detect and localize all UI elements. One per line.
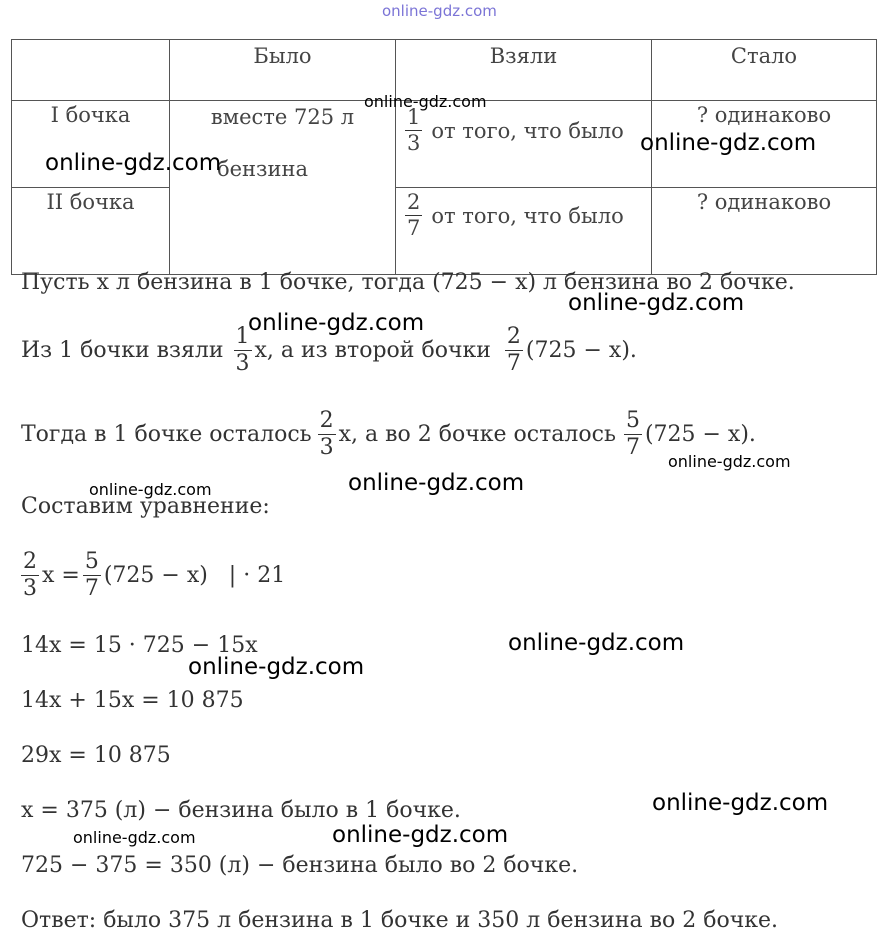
answer-line: Ответ: было 375 л бензина в 1 бочке и 350 л бензина во 2 бочке. — [21, 908, 779, 933]
watermark: online-gdz.com — [73, 828, 196, 847]
row-label-1: I бочка — [12, 101, 170, 188]
vzyali-cell-1 — [396, 101, 652, 188]
watermark: online-gdz.com — [348, 470, 525, 496]
bylo-line-2: бензина — [216, 157, 309, 181]
equation-5: x = 375 (л) − бензина было в 1 бочке. — [21, 798, 461, 823]
watermark: online-gdz.com — [568, 290, 745, 316]
watermark: online-gdz.com — [89, 480, 212, 499]
solution-line-1: Пусть x л бензина в 1 бочке, тогда (725 − x) л бензина во 2 бочке. — [21, 270, 795, 295]
solution-line-4: Составим уравнение: — [21, 494, 270, 519]
watermark: online-gdz.com — [668, 452, 791, 471]
bylo-line-1: вместе 725 л — [210, 105, 355, 129]
table-row — [12, 188, 877, 275]
watermark: online-gdz.com — [508, 630, 685, 656]
equation-3: 14x + 15x = 10 875 — [21, 688, 244, 713]
stalo-cell-1: ? одинаково — [652, 101, 877, 188]
watermark: online-gdz.com — [652, 790, 829, 816]
vzyali-text-2: от того, что было — [431, 203, 624, 228]
equation-6: 725 − 375 = 350 (л) − бензина было во 2 бочке. — [21, 853, 579, 878]
header-empty — [12, 40, 170, 101]
watermark: online-gdz.com — [364, 92, 487, 111]
row-label-2: II бочка — [12, 188, 170, 275]
watermark: online-gdz.com — [45, 150, 222, 176]
equation-4: 29x = 10 875 — [21, 743, 171, 768]
equation-1: $\frac{2}{3}$ x = $\frac{5}{7}$ (725 − x) | · 21 — [23, 549, 286, 601]
watermark: online-gdz.com — [640, 130, 817, 156]
vzyali-cell-2 — [396, 188, 652, 275]
header-bylo: Было — [170, 40, 396, 101]
watermark-top: online-gdz.com — [382, 2, 497, 20]
bylo-cell — [170, 101, 396, 275]
fraction-two-sevenths: $\frac{2}{7}$ — [407, 190, 421, 240]
watermark: online-gdz.com — [248, 310, 425, 336]
equation-2: 14x = 15 · 725 − 15x — [21, 633, 258, 658]
solution-line-3: Тогда в 1 бочке осталось $\frac{2}{3}$ x, а во 2 бочке осталось $\frac{5}{7}$ (725 − x). — [21, 408, 756, 460]
header-vzyali: Взяли — [396, 40, 652, 101]
vzyali-text-1: от того, что было — [431, 118, 624, 143]
solution-line-2: Из 1 бочки взяли $\frac{1}{3}$ x, а из второй бочки $\frac{2}{7}$ (725 − x). — [21, 324, 637, 376]
watermark: online-gdz.com — [188, 654, 365, 680]
header-stalo: Стало — [652, 40, 877, 101]
stalo-cell-2: ? одинаково — [652, 188, 877, 275]
fraction-one-third: $\frac{1}{3}$ — [407, 105, 421, 155]
watermark: online-gdz.com — [332, 822, 509, 848]
